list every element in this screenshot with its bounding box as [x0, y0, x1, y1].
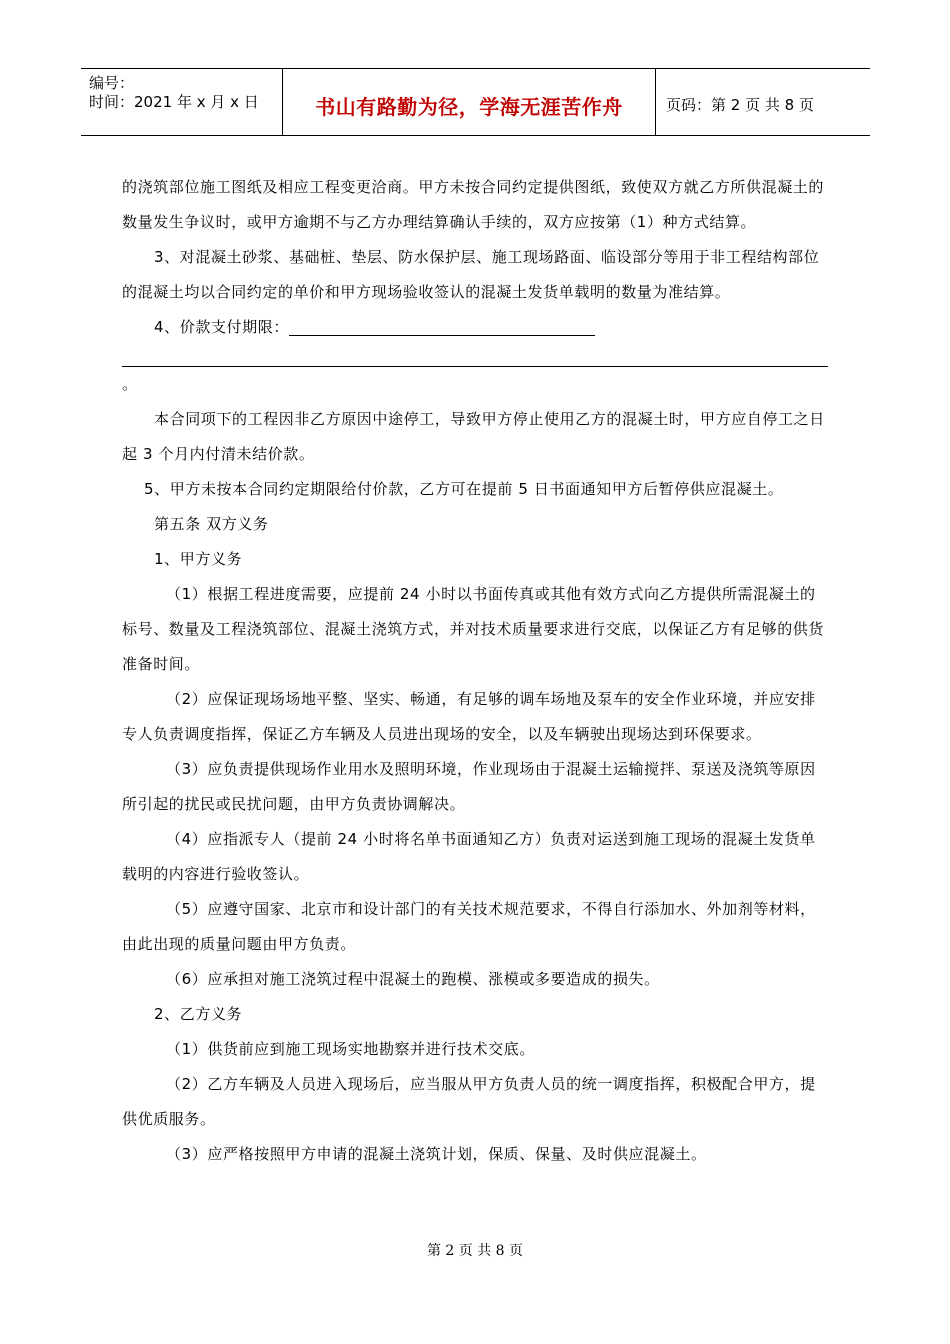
paragraph: 3、对混凝土砂浆、基础桩、垫层、防水保护层、施工现场路面、临设部分等用于非工程结构部位的混凝土均以合同约定的单价和甲方现场验收签认的混凝土发货单载明的数量为准结算。	[122, 248, 820, 301]
page-header	[81, 68, 870, 136]
subsection-heading: 2、乙方义务	[154, 1005, 243, 1023]
paragraph: （2）应保证现场场地平整、坚实、畅通，有足够的调车场地及泵车的安全作业环境，并应安排专人负责调度指挥，保证乙方车辆及人员进出现场的安全，以及车辆驶出现场达到环保要求。	[122, 690, 816, 743]
page-footer: 第 2 页 共 8 页	[426, 1243, 524, 1259]
paragraph: （1）供货前应到施工现场实地勘察并进行技术交底。	[166, 1040, 535, 1058]
header-motto-cell	[283, 69, 656, 135]
payment-term-label: 4、价款支付期限：	[154, 318, 289, 336]
payment-term-blank	[289, 313, 595, 336]
paragraph: （2）乙方车辆及人员进入现场后，应当服从甲方负责人员的统一调度指挥，积极配合甲方，提供优质服务。	[122, 1075, 816, 1128]
header-motto: 书山有路勤为径，学海无涯苦作舟	[315, 95, 623, 119]
header-page-info: 页码：第 2 页 共 8 页	[666, 96, 814, 114]
paragraph: 5、甲方未按本合同约定期限给付价款，乙方可在提前 5 日书面通知甲方后暂停供应混凝土。	[144, 480, 784, 498]
paragraph: 本合同项下的工程因非乙方原因中途停工，导致甲方停止使用乙方的混凝土时，甲方应自停工之日起 3 个月内付清未结价款。	[122, 410, 825, 463]
paragraph: （3）应负责提供现场作业用水及照明环境，作业现场由于混凝土运输搅拌、泵送及浇筑等原因所引起的扰民或民扰问题，由甲方负责协调解决。	[122, 760, 816, 813]
header-meta-cell	[81, 69, 283, 135]
paragraph: （3）应严格按照甲方申请的混凝土浇筑计划，保质、保量、及时供应混凝土。	[166, 1145, 707, 1163]
subsection-heading: 1、甲方义务	[154, 550, 243, 568]
paragraph: （1）根据工程进度需要，应提前 24 小时以书面传真或其他有效方式向乙方提供所需混凝土的标号、数量及工程浇筑部位、混凝土浇筑方式，并对技术质量要求进行交底，以保证乙方有足够的供货准备时间。	[122, 585, 825, 673]
payment-term-line	[122, 310, 828, 345]
paragraph: （5）应遵守国家、北京市和设计部门的有关技术规范要求，不得自行添加水、外加剂等材料，由此出现的质量问题由甲方负责。	[122, 900, 816, 953]
section-heading: 第五条 双方义务	[154, 515, 269, 533]
paragraph-end-mark: 。	[122, 375, 138, 393]
paragraph: 的浇筑部位施工图纸及相应工程变更洽商。甲方未按合同约定提供图纸，致使双方就乙方所供混凝土的数量发生争议时，或甲方逾期不与乙方办理结算确认手续的，双方应按第（1）种方式结算。	[122, 178, 825, 231]
document-body	[122, 170, 828, 1172]
payment-term-blank-line	[122, 345, 828, 367]
header-page-cell	[656, 69, 870, 135]
doc-date: 时间：2021 年 x 月 x 日	[89, 93, 259, 111]
doc-number-label: 编号：	[89, 74, 135, 92]
paragraph: （6）应承担对施工浇筑过程中混凝土的跑模、涨模或多要造成的损失。	[166, 970, 660, 988]
paragraph: （4）应指派专人（提前 24 小时将名单书面通知乙方）负责对运送到施工现场的混凝土发货单载明的内容进行验收签认。	[122, 830, 816, 883]
